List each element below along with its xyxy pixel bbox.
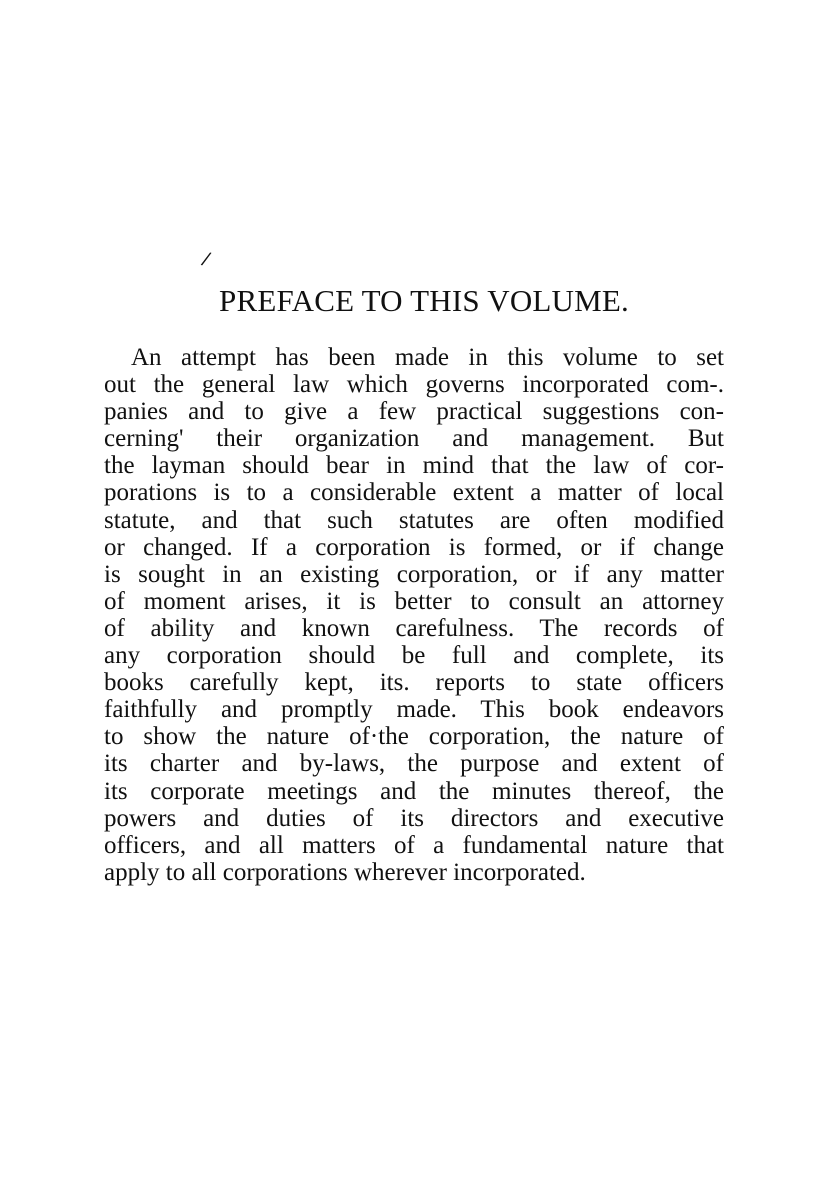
text-line: of ability and known carefulness. The records of (104, 614, 724, 642)
text-line: faithfully and promptly made. This book endeavors (104, 696, 724, 724)
text-line: or changed. If a corporation is formed, or if change (104, 533, 724, 561)
text-line: to show the nature of·the corporation, the nature of (104, 723, 724, 751)
text-line: is sought in an existing corporation, or if any matter (104, 560, 724, 588)
text-line: powers and duties of its directors and executive (104, 804, 724, 832)
page-title: PREFACE TO THIS VOLUME. (219, 283, 629, 318)
text-line: the layman should bear in mind that the law of cor- (104, 452, 724, 480)
text-line: panies and to give a few practical suggestions con- (104, 398, 724, 426)
text-line: books carefully kept, its. reports to state officers (104, 669, 724, 697)
text-line: cerning' their organization and management. But (104, 425, 724, 453)
text-line: officers, and all matters of a fundamental nature that (104, 831, 724, 859)
text-line: its charter and by-laws, the purpose and extent of (104, 750, 724, 778)
text-line: An attempt has been made in this volume to set (131, 344, 724, 371)
preface-paragraph (104, 344, 724, 886)
text-line: out the general law which governs incorporated com-. (104, 371, 724, 399)
text-line: apply to all corporations wherever incorporated. (104, 858, 586, 886)
text-line: any corporation should be full and complete, its (104, 642, 724, 670)
text-line: porations is to a considerable extent a matter of local (104, 479, 724, 507)
text-line: of moment arises, it is better to consult an attorney (104, 587, 724, 615)
text-line: its corporate meetings and the minutes thereof, the (104, 777, 724, 805)
text-line: statute, and that such statutes are often modified (104, 506, 724, 534)
stray-mark: / (199, 245, 213, 272)
